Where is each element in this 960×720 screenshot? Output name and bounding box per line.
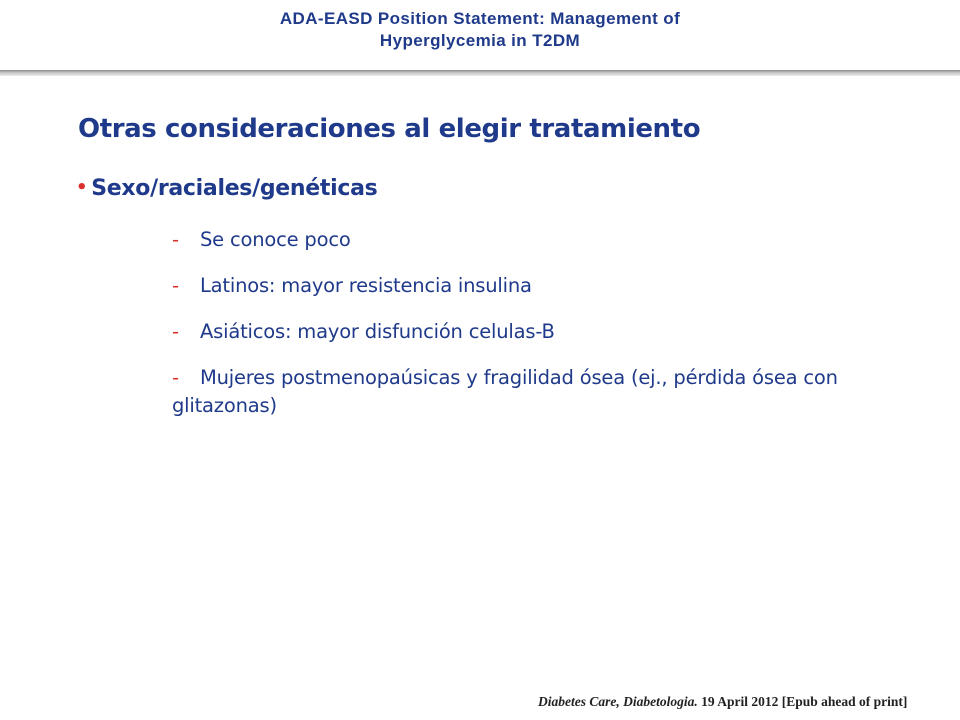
sub-item-list: [172, 226, 932, 438]
sub-item: [172, 364, 932, 420]
citation-journals: Diabetes Care, Diabetologia.: [538, 694, 698, 709]
sub-item: [172, 318, 932, 346]
slide-title: Otras consideraciones al elegir tratamiento: [78, 114, 701, 144]
sub-item: [172, 226, 932, 254]
citation-date: 19 April 2012 [Epub ahead of print]: [697, 694, 908, 709]
sub-item-marker: -: [172, 366, 179, 389]
header-divider: [0, 70, 960, 76]
sub-item-text: Se conoce poco: [200, 228, 351, 251]
bullet-item: [76, 176, 377, 201]
footer-citation: [538, 694, 907, 710]
sub-item-marker: -: [172, 274, 179, 297]
header-title-line-1: ADA-EASD Position Statement: Management of: [279, 9, 681, 28]
header-title-line-2: Hyperglycemia in T2DM: [379, 31, 581, 50]
sub-item-text: Asiáticos: mayor disfunción celulas-B: [200, 320, 555, 343]
header-title: [0, 8, 960, 52]
sub-item-text: Mujeres postmenopaúsicas y fragilidad ósea (ej., pérdida ósea con glitazonas): [172, 366, 838, 417]
bullet-text: Sexo/raciales/genéticas: [91, 176, 378, 201]
sub-item-marker: -: [172, 320, 179, 343]
sub-item-marker: -: [172, 228, 179, 251]
sub-item-text: Latinos: mayor resistencia insulina: [200, 274, 532, 297]
bullet-marker: •: [76, 177, 88, 198]
sub-item: [172, 272, 932, 300]
